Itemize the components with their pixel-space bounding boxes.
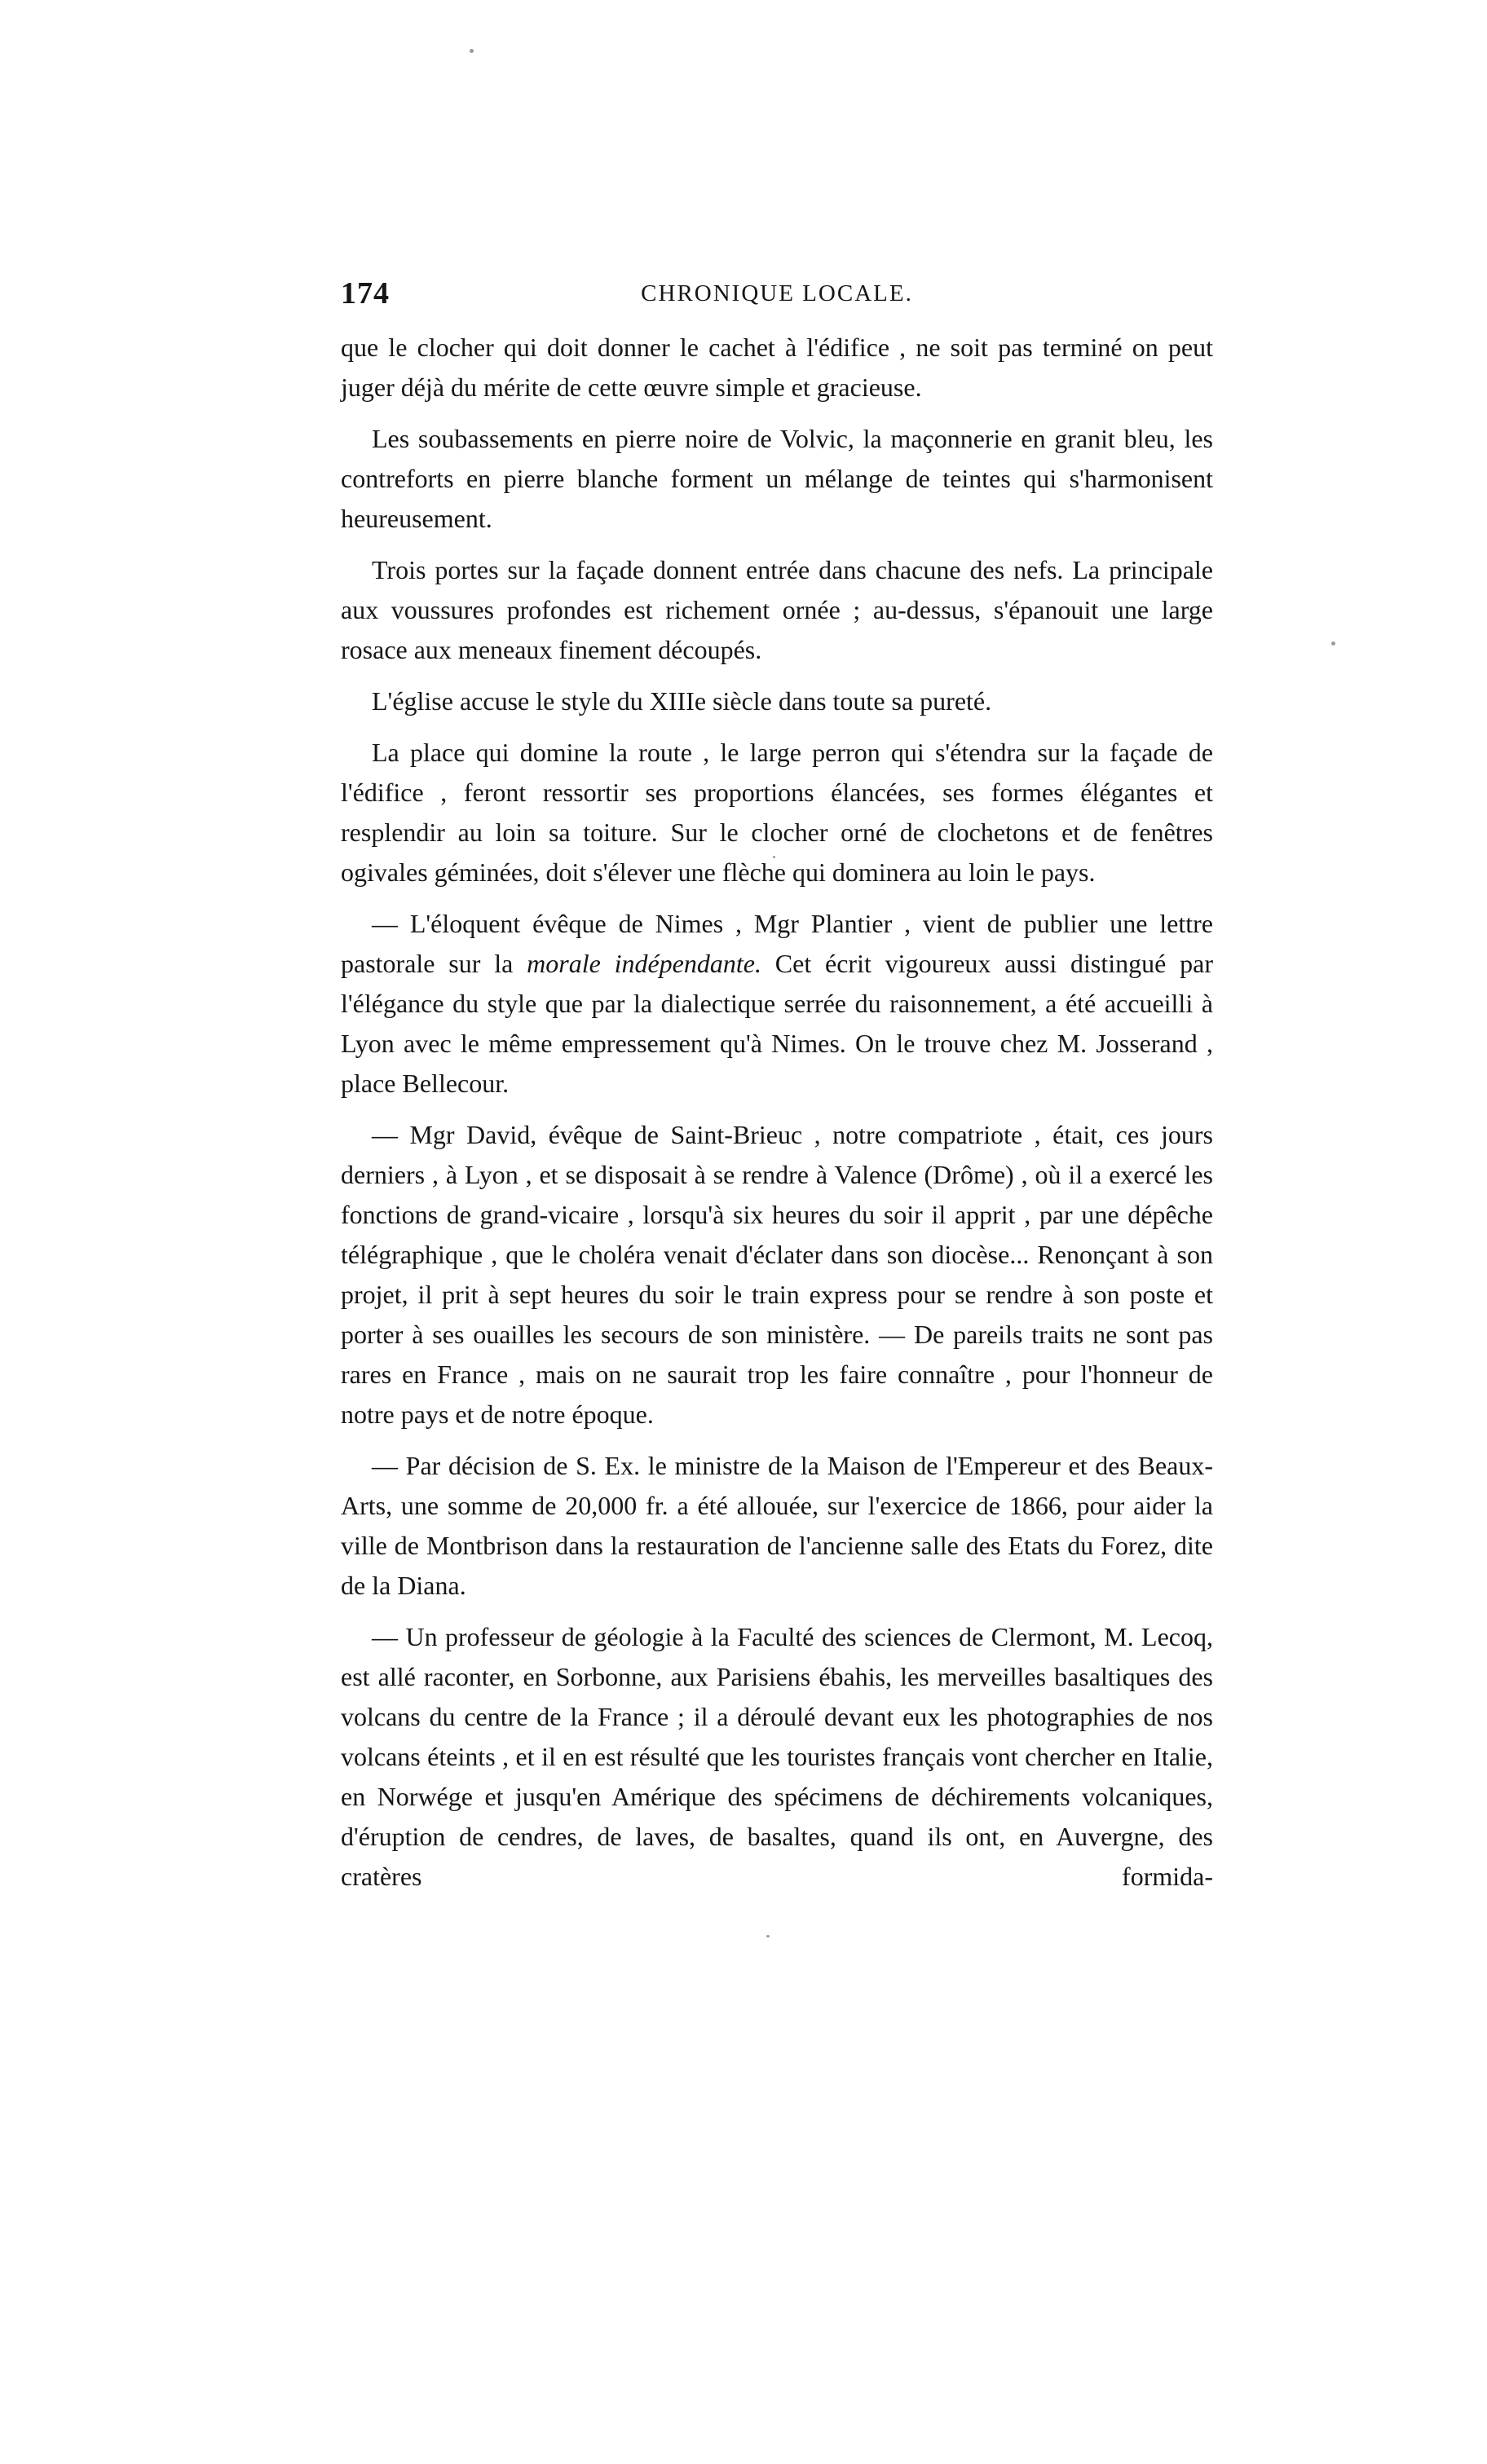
italic-title: morale indépendante. bbox=[527, 949, 761, 978]
page-header bbox=[341, 271, 1213, 320]
paper-speck bbox=[470, 49, 474, 53]
page-number: 174 bbox=[341, 276, 390, 311]
paragraph: Trois portes sur la façade donnent entrée dans chacune des nefs. La principale aux voussures profondes est richement ornée ; au-dessus, s'épanouit une large rosace aux meneaux finement découpés. bbox=[341, 555, 1213, 664]
paper-speck bbox=[766, 1935, 770, 1937]
paragraph: L'église accuse le style du XIIIe siècle dans toute sa pureté. bbox=[372, 686, 992, 716]
running-title: CHRONIQUE LOCALE. bbox=[641, 280, 913, 306]
body-text bbox=[341, 328, 1213, 1908]
paragraph bbox=[341, 904, 1213, 1104]
paragraph-text: Cet écrit vigoureux aussi distingué par l'élégance du style que par la dialectique serrée du raisonnement, a été accueilli à Lyon avec le même empressement qu'à Nimes. On le trouve chez M. Josserand , place Bellecour. bbox=[341, 949, 1214, 1098]
paragraph: — Par décision de S. Ex. le ministre de la Maison de l'Empereur et des Beaux-Arts, une somme de 20,000 fr. a été allouée, sur l'exercice de 1866, pour aider la ville de Montbrison dans la restauration de l'ancienne salle des Etats du Forez, dite de la Diana. bbox=[341, 1451, 1213, 1600]
paper-speck bbox=[1331, 641, 1335, 646]
paragraph: — Un professeur de géologie à la Faculté des sciences de Clermont, M. Lecoq, est allé raconter, en Sorbonne, aux Parisiens ébahis, les merveilles basaltiques des volcans du centre de la France ; il a déroulé devant eux les photographies de nos volcans éteints , et il en est résulté que les touristes français vont chercher en Italie, en Norwége et jusqu'en Amérique des spécimens de déchirements volcaniques, d'éruption de cendres, de laves, de basaltes, quand ils ont, en Auvergne, des cratères formida- bbox=[341, 1622, 1213, 1891]
paragraph: — Mgr David, évêque de Saint-Brieuc , notre compatriote , était, ces jours derniers , à Lyon , et se disposait à se rendre à Valence (Drôme) , où il a exercé les fonctions de grand-vicaire , lorsqu'à six heures du soir il apprit , par une dépêche télégraphique , que le choléra venait d'éclater dans son diocèse... Renonçant à son projet, il prit à sept heures du soir le train express pour se rendre à son poste et porter à ses ouailles les secours de son ministère. — De pareils traits ne sont pas rares en France , mais on ne saurait trop les faire connaître , pour l'honneur de notre pays et de notre époque. bbox=[341, 1120, 1213, 1429]
paragraph-text: — L'éloquent évêque de Nimes , Mgr Plantier , vient de publier une lettre pastorale sur la bbox=[341, 909, 1213, 978]
paragraph: que le clocher qui doit donner le cachet à l'édifice , ne soit pas terminé on peut juger déjà du mérite de cette œuvre simple et gracieuse. bbox=[341, 333, 1213, 402]
paragraph: La place qui domine la route , le large perron qui s'étendra sur la façade de l'édifice , feront ressortir ses proportions élancées, ses formes élégantes et resplendir au loin sa toiture. Sur le clocher orné de clochetons et de fenêtres ogivales géminées, doit s'élever une flèche qui dominera au loin le pays. bbox=[341, 738, 1213, 887]
paragraph: Les soubassements en pierre noire de Volvic, la maçonnerie en granit bleu, les contreforts en pierre blanche forment un mélange de teintes qui s'harmonisent heureusement. bbox=[341, 424, 1213, 533]
